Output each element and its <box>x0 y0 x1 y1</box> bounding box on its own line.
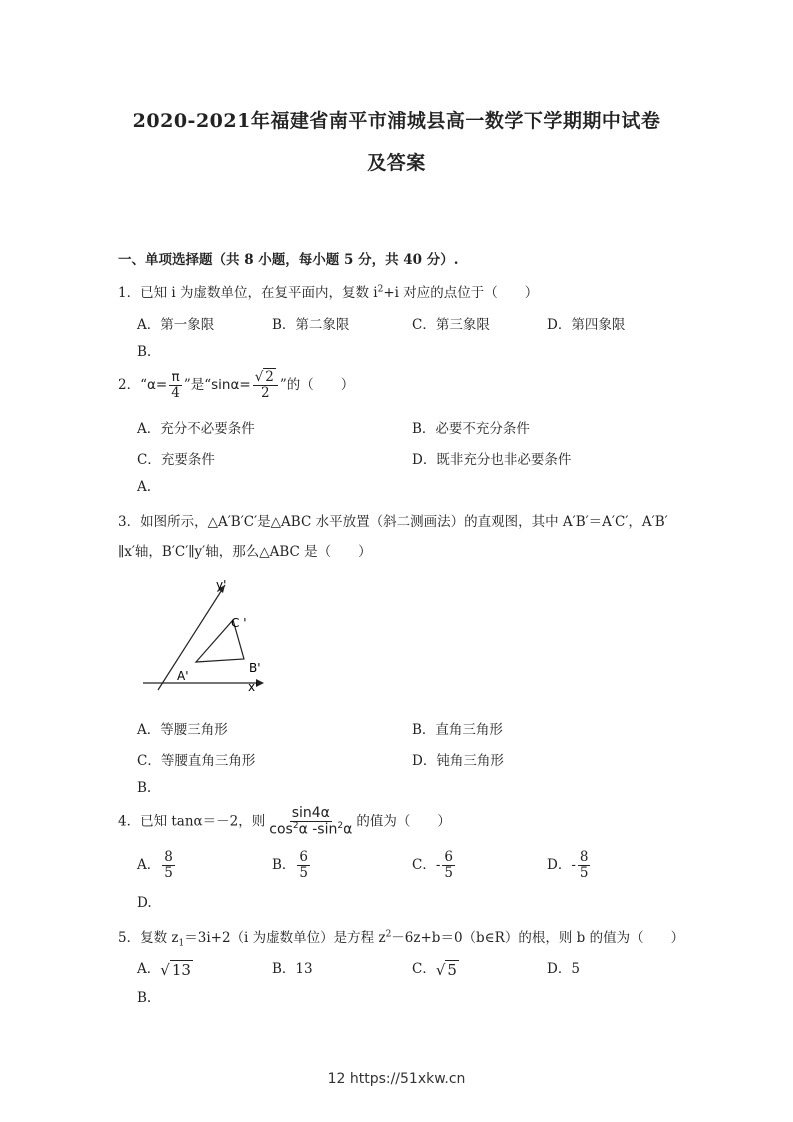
title-line-2: 及答案 <box>367 152 426 174</box>
question-1: 1．已知 i 为虚数单位，在复平面内，复数 $i^2+i$ 对应的点位于（ ） <box>118 284 539 301</box>
q2-option-a: A．充分不必要条件 <box>137 421 255 437</box>
page-footer: 12 https://51xkw.cn <box>327 1071 466 1087</box>
q1-answer: B. <box>137 344 152 360</box>
q5-option-d: D．5 <box>547 961 580 977</box>
q3-option-c: C．等腰直角三角形 <box>137 753 256 769</box>
question-3-line-1: 3．如图所示，△A′B′C′是△ABC 水平放置（斜二测画法）的直观图，其中 A′B′＝A′C′，A′B′ <box>118 514 668 530</box>
q3-option-d: D．钝角三角形 <box>412 753 504 769</box>
point-c-label: C ' <box>231 616 247 630</box>
q1-option-b: B．第二象限 <box>272 317 350 333</box>
question-2: 2．“α= $\frac{\pi}{4}$ ”是“sinα= $\frac{√ 2}{2}$ ”的（ ） <box>118 369 355 401</box>
question-4: 4．已知 tanα＝－2，则 $\frac{\sin 4\alpha}{\cos^2\alpha -\sin^2\alpha}$ 的值为（ ） <box>118 805 451 839</box>
question-3-line-2: ∥x′轴，B′C′∥y′轴，那么△ABC 是（ ） <box>118 544 372 560</box>
q5-option-a: A．√ 13 <box>137 960 191 979</box>
q4-answer: D. <box>137 895 152 911</box>
q1-option-a: A．第一象限 <box>137 317 215 333</box>
q4-option-a: A． $\frac{8}{5}$ <box>137 849 173 881</box>
q1-option-d: D．第四象限 <box>547 317 626 333</box>
y-axis-label: y' <box>216 578 227 592</box>
q3-answer: B. <box>137 780 152 796</box>
q1-option-c: C．第三象限 <box>412 317 490 333</box>
q4-option-c: C．- $\frac{6}{5}$ <box>412 849 453 881</box>
q3-figure <box>140 575 280 700</box>
q5-answer: B. <box>137 990 152 1006</box>
q4-option-b: B． $\frac{6}{5}$ <box>272 849 309 881</box>
q4-option-d: D．- $\frac{8}{5}$ <box>547 849 589 881</box>
point-b-label: B' <box>249 661 261 675</box>
q2-option-c: C．充要条件 <box>137 452 215 468</box>
title-line-1: 2020-2021年福建省南平市浦城县高一数学下学期期中试卷 <box>132 110 661 132</box>
point-a-label: A' <box>177 669 189 683</box>
q2-answer: A. <box>137 479 152 495</box>
q5-option-c: C．√ 5 <box>412 960 457 979</box>
section-heading: 一、单项选择题（共 8 小题，每小题 5 分，共 40 分）. <box>118 252 459 268</box>
q2-option-d: D．既非充分也非必要条件 <box>412 452 572 468</box>
x-axis-label: x' <box>248 680 259 694</box>
question-5: 5．复数 $z_1=3i+2(i$ 为虚数单位）是方程 $z^2-6z+b=0(b\in R)$的根，则 b 的值为（ ） <box>118 929 685 949</box>
q2-option-b: B．必要不充分条件 <box>412 421 530 437</box>
q3-option-b: B．直角三角形 <box>412 722 503 738</box>
q5-option-b: B．13 <box>272 961 313 977</box>
q3-option-a: A．等腰三角形 <box>137 722 228 738</box>
